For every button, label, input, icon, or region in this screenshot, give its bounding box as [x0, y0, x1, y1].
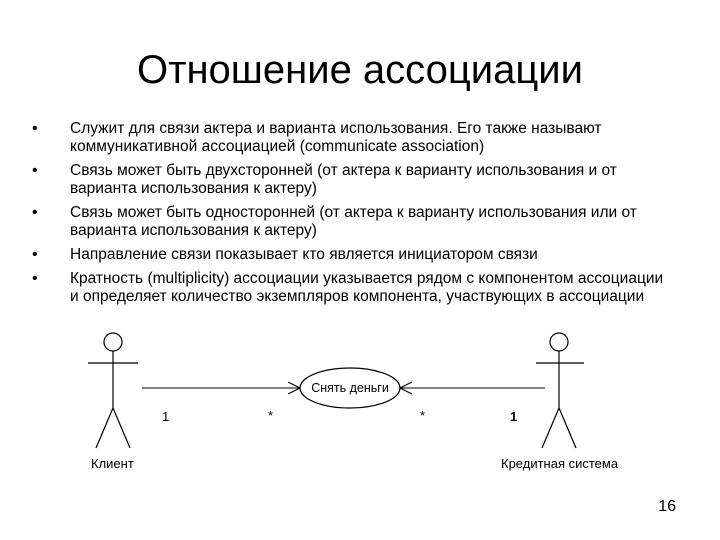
- multiplicity-left-actor: 1: [162, 409, 170, 424]
- bullet-text: Связь может быть двухсторонней (от актера к варианту использования и от варианта использования к актеру): [70, 162, 617, 197]
- bullet-dot: •: [32, 246, 38, 263]
- actor-left-label: Клиент: [91, 456, 134, 471]
- bullet-item: [30, 120, 670, 156]
- bullet-dot: •: [32, 204, 38, 221]
- multiplicity-right-usecase: *: [420, 408, 426, 423]
- actor-right-label: Кредитная система: [501, 456, 619, 471]
- bullet-text: Связь может быть односторонней (от актера к варианту использования или от варианта использования к актеру): [70, 204, 637, 239]
- actor-right-leg-right: [559, 408, 576, 448]
- bullet-dot: •: [32, 162, 38, 179]
- page-number: 16: [658, 498, 676, 515]
- bullet-list: [30, 120, 670, 312]
- actor-left-figure: [88, 333, 138, 448]
- bullet-item: [30, 246, 670, 264]
- actor-right-leg-left: [542, 408, 559, 448]
- bullet-text: Кратность (multiplicity) ассоциации указывается рядом с компонентом ассоциации и определяет количество экземпляров компонента, участвующих в ассоциации: [70, 270, 664, 305]
- bullet-item: [30, 162, 670, 198]
- bullet-text: Направление связи показывает кто является инициатором связи: [70, 246, 538, 263]
- actor-right-head: [550, 333, 568, 351]
- multiplicity-left-usecase: *: [268, 408, 274, 423]
- actor-left-leg-right: [113, 408, 130, 448]
- bullet-dot: •: [32, 120, 38, 137]
- bullet-dot: •: [32, 270, 38, 287]
- slide-title: Отношение ассоциации: [137, 48, 583, 92]
- use-case-diagram: [0, 320, 720, 490]
- bullet-text: Служит для связи актера и варианта использования. Его также называют коммуникативной ассоциацией (communicate association): [70, 120, 602, 155]
- actor-left-head: [104, 333, 122, 351]
- multiplicity-right-actor: 1: [510, 409, 518, 424]
- bullet-item: [30, 270, 670, 306]
- use-case-label: Снять деньги: [311, 381, 389, 395]
- actor-right-figure: [536, 333, 584, 448]
- actor-left-leg-left: [96, 408, 113, 448]
- bullet-item: [30, 204, 670, 240]
